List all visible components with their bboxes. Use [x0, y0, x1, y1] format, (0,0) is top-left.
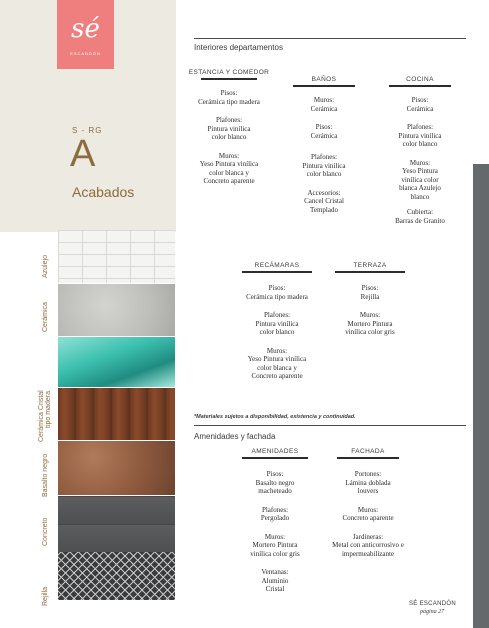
item-value: Pintura vinílica color blanco	[302, 161, 346, 178]
item	[232, 568, 318, 594]
col-rule	[337, 457, 399, 459]
col-rule	[242, 271, 312, 273]
item-value: Yeso Pintura vinílica color blanca Azulejo blanco	[399, 167, 441, 201]
item	[378, 159, 462, 202]
item	[186, 116, 272, 142]
col-amenidades	[232, 448, 318, 594]
item	[232, 284, 322, 301]
item-value: Yeso Pintura vinílica color blanca y Concreto aparente	[247, 355, 307, 380]
swatch-azulejo	[58, 230, 175, 283]
item-value: Pergolado	[260, 514, 290, 522]
col-fachada	[322, 448, 414, 558]
item	[186, 152, 272, 186]
item-label: Plafones:	[215, 116, 243, 124]
item-value: Rejilla	[360, 292, 380, 301]
item-value: Cerámica tipo madera	[246, 292, 308, 301]
swatch-label-azulejo: Azulejo	[42, 255, 49, 278]
item-value: Mortero Pintura vinílica color gris	[345, 319, 395, 336]
item	[378, 208, 462, 225]
interiores-rule	[194, 38, 466, 39]
item-label: Muros:	[313, 96, 335, 104]
item-value: Pintura vinílica color blanco	[207, 124, 251, 141]
swatch-rejilla	[58, 552, 175, 600]
item-value: Cerámica	[406, 104, 434, 113]
col-head-estancia: ESTANCIA Y COMEDOR	[188, 69, 270, 76]
col-rule	[389, 85, 451, 87]
item	[284, 153, 364, 179]
swatch-ceramica-cristal	[58, 337, 175, 387]
item-label: Pisos:	[220, 89, 238, 97]
item-label: Jardineras:	[352, 532, 384, 541]
item-label: Muros:	[357, 505, 379, 514]
item	[284, 96, 364, 113]
item	[322, 470, 414, 496]
item	[328, 284, 412, 301]
col-head-amenidades: AMENIDADES	[251, 448, 299, 455]
availability-note: *Materiales sujetos a disponibilidad, existencia y continuidad.	[194, 414, 356, 420]
col-rule	[335, 271, 405, 273]
item-label: Portones:	[354, 470, 382, 478]
item-value: Concreto aparente	[342, 514, 394, 522]
item-label: Accesorios:	[307, 188, 341, 197]
swatch-concreto	[58, 496, 175, 552]
item	[378, 123, 462, 149]
col-head-terraza: TERRAZA	[353, 262, 387, 269]
item-value: Mortero Pintura vinílica color gris	[250, 541, 300, 558]
col-head-recamaras: RECÁMARAS	[254, 262, 300, 269]
col-head-banos: BAÑOS	[311, 76, 337, 83]
item-label: Plafones:	[310, 153, 338, 161]
col-rule	[242, 457, 308, 459]
item-label: Plafones:	[261, 505, 289, 514]
item-value: Pintura vinílica color blanco	[398, 131, 442, 148]
item-value: Aluminio Cristal	[261, 576, 289, 593]
item-value: Basalto negro macheteado	[255, 478, 295, 495]
page-number: página 27	[420, 609, 445, 615]
col-terraza	[328, 262, 412, 337]
item-label: Muros:	[359, 311, 381, 319]
section-title: Acabados	[72, 184, 135, 200]
swatch-label-cristal: Cerámica Cristal	[38, 390, 45, 442]
item	[322, 506, 414, 523]
accent-bar	[473, 164, 489, 628]
item	[232, 311, 322, 337]
logo-subtext: ESCANDÓN	[70, 51, 101, 56]
item	[284, 189, 364, 215]
amenidades-rule	[194, 425, 466, 426]
item	[378, 96, 462, 113]
item	[284, 123, 364, 140]
item-label: Pisos:	[266, 470, 284, 478]
item	[232, 347, 322, 381]
item-value: Yeso Pintura vinílica color blanca y Concreto aparente	[199, 160, 259, 185]
item-label: Pisos:	[361, 284, 379, 292]
col-cocina	[378, 76, 462, 225]
swatch-madera	[58, 388, 175, 440]
item-value: Cerámica tipo madera	[198, 97, 260, 106]
item-label: Ventanas:	[261, 568, 289, 576]
item	[322, 533, 414, 559]
item-label: Muros:	[266, 346, 288, 355]
amenidades-title: Amenidades y fachada	[194, 432, 276, 441]
item	[328, 311, 412, 337]
swatch-label-rejilla: Rejilla	[42, 586, 49, 606]
item-label: Pisos:	[315, 123, 333, 131]
interiores-title: Interiores departamentos	[194, 43, 283, 52]
brand-logo	[57, 0, 114, 69]
item-label: Plafones:	[263, 311, 291, 319]
col-head-fachada: FACHADA	[351, 448, 385, 455]
swatch-label-basalto: Basalto negro	[42, 453, 49, 497]
item-value: Cancel Cristal Templado	[304, 197, 344, 214]
item-label: Plafones:	[406, 123, 434, 131]
swatch-basalto	[58, 441, 175, 495]
item	[232, 506, 318, 523]
footer-brand: SÉ ESCANDÓN	[409, 601, 456, 607]
item	[232, 470, 318, 496]
item	[232, 533, 318, 559]
swatch-ceramica	[58, 284, 175, 336]
item-label: Cubierta:	[406, 208, 434, 216]
item-value: Cerámica	[310, 131, 338, 140]
item-label: Muros:	[218, 151, 240, 160]
item-value: Cerámica	[310, 104, 338, 113]
item-value: Pintura vinílica color blanco	[255, 319, 299, 336]
item-value: Barras de Granito	[395, 216, 445, 225]
item	[186, 89, 272, 106]
col-estancia	[186, 69, 272, 186]
item-value: Metal con anticorrosivo e impermeabilizante	[332, 541, 404, 558]
col-head-cocina: COCINA	[406, 76, 434, 83]
col-banos	[284, 76, 364, 214]
col-rule	[293, 85, 355, 87]
item-value: Lámina doblada louvers	[345, 478, 391, 495]
col-rule	[201, 78, 257, 80]
swatch-label-concreto: Concreto	[42, 517, 49, 546]
item-label: Pisos:	[411, 96, 429, 104]
item-label: Muros:	[409, 158, 431, 167]
section-letter: A	[70, 133, 96, 175]
swatch-label-madera: tipo madera	[45, 391, 52, 428]
logo-text: sé	[71, 14, 100, 44]
item-label: Pisos:	[268, 284, 286, 292]
section-code: S - RG	[72, 126, 103, 135]
col-recamaras	[232, 262, 322, 381]
item-label: Muros:	[264, 532, 286, 541]
swatch-label-ceramica: Cerámica	[42, 302, 49, 332]
